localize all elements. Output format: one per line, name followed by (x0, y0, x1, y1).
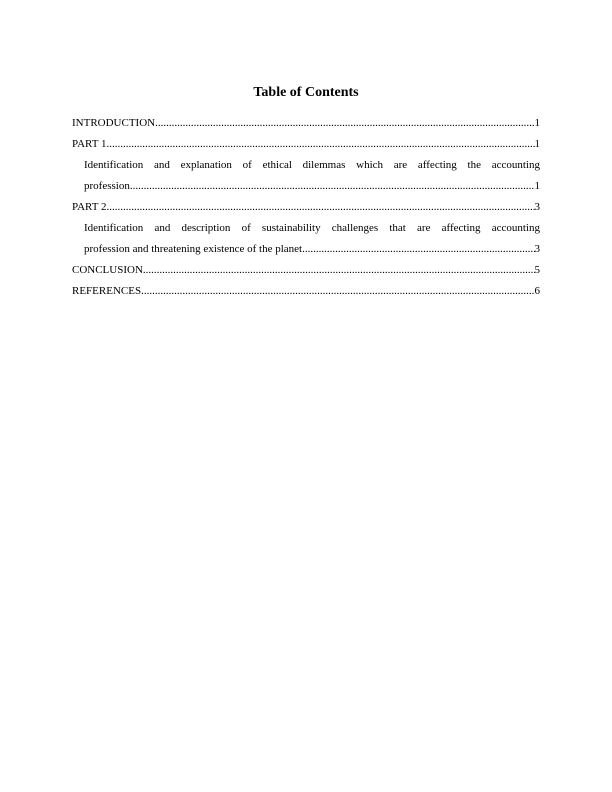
toc-page-number: 3 (534, 243, 540, 255)
toc-entry-label-line-1: Identification and description of sustainability challenges that are affecting accounting (84, 222, 540, 234)
toc-page-number: 5 (534, 264, 540, 276)
toc-entry-introduction[interactable] (72, 113, 540, 134)
toc-entry-label-line-2: profession and threatening existence of the planet (84, 243, 303, 255)
toc-entry-label-line-2: profession (84, 180, 130, 192)
toc-page-number: 1 (534, 138, 540, 150)
toc-entry-label: INTRODUCTION (72, 117, 156, 129)
toc-entry-sustainability-challenges[interactable] (72, 218, 540, 260)
toc-entry-label-line-1: Identification and explanation of ethical dilemmas which are affecting the accounting (84, 159, 540, 171)
dot-leader (130, 176, 535, 197)
toc-page-number: 3 (534, 201, 540, 213)
toc-entry-part-2[interactable] (72, 197, 540, 218)
toc-entry-label: CONCLUSION (72, 264, 143, 276)
dot-leader (302, 239, 534, 260)
toc-page-number: 1 (534, 117, 540, 129)
dot-leader (107, 197, 535, 218)
toc-entry-label: REFERENCES (72, 285, 142, 297)
toc-entry-label: PART 1 (72, 138, 107, 150)
dot-leader (107, 134, 535, 155)
toc-entry-ethical-dilemmas[interactable] (72, 155, 540, 197)
toc-entry-label: PART 2 (72, 201, 107, 213)
dot-leader (141, 281, 534, 302)
toc-entry-conclusion[interactable] (72, 260, 540, 281)
toc-title: Table of Contents (253, 85, 359, 100)
toc-entry-references[interactable] (72, 281, 540, 302)
toc-page-number: 1 (534, 180, 540, 192)
table-of-contents (72, 113, 540, 302)
toc-page-number: 6 (534, 285, 540, 297)
dot-leader (155, 113, 534, 134)
dot-leader (143, 260, 535, 281)
toc-entry-part-1[interactable] (72, 134, 540, 155)
